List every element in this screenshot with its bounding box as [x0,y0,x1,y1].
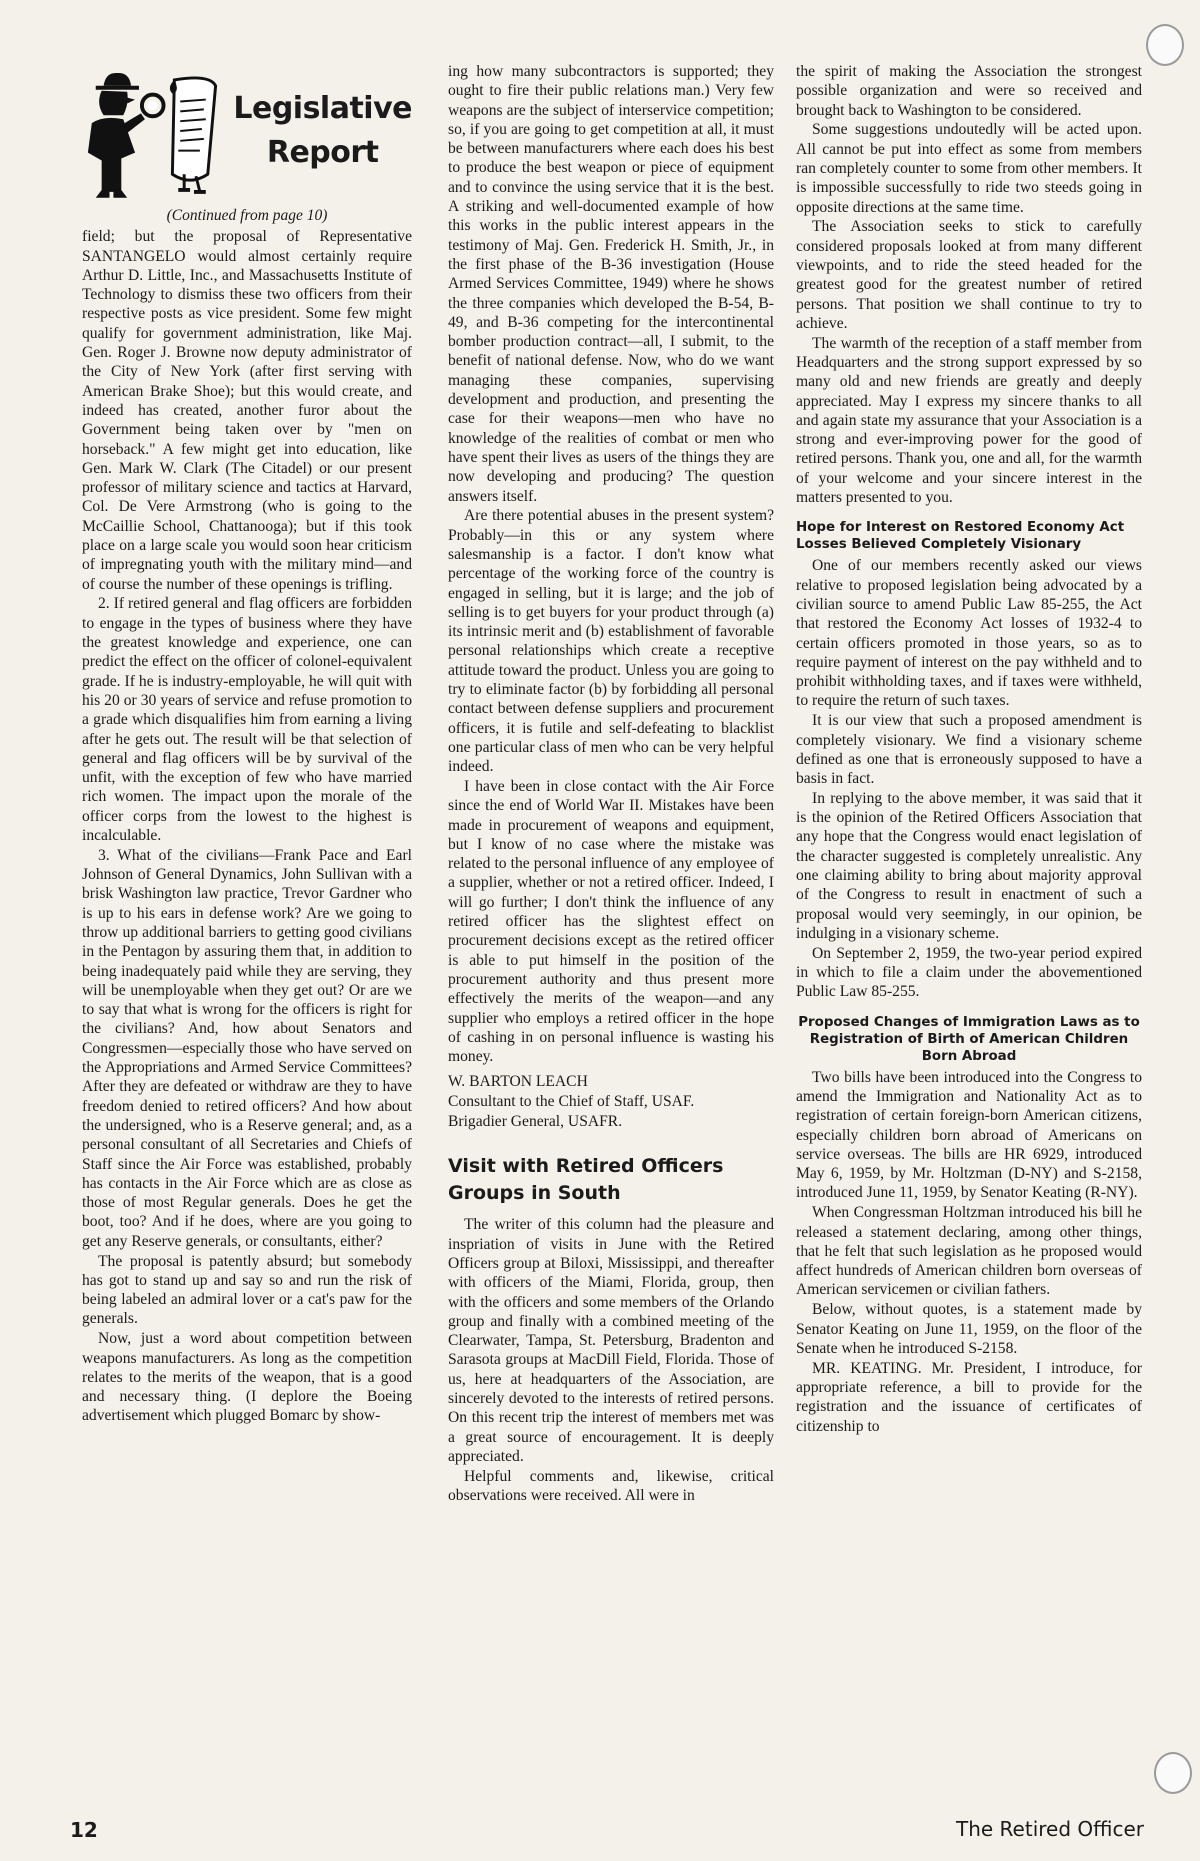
column-1 [82,62,412,1426]
paragraph: Helpful comments and, likewise, critical observations were received. All were in [448,1467,774,1504]
paragraph: ing how many subcontractors is supported; they ought to fire their public relations man.) Very few weapons are the subject of interservice competition; so, if you are going to get competition at all, it must be between manufacturers where each does his best to produce the best weapon or piece of equipment and to convince the using service that it is the best. A striking and well-documented example of how this works in the public interest appears in the testimony of Maj. Gen. Frederick H. Smith, Jr., in the first phase of the B-36 investigation (House Armed Services Committee, 1949) where he shows the three companies which developed the B-54, B-49, and B-36 competing for the intercontinental bomber production contract—all, I submit, to the benefit of national defense. Now, who do we want managing these companies, supervising development and production, and presenting the case for their weapons—men who have no knowledge of the realities of combat or men who have spent their lives as users of the things they are now developing and producing? The question answers itself. [448,63,774,505]
paragraph: The Association seeks to stick to carefully considered proposals looked at from many different viewpoints, and to ride the steed headed for the greatest good for the greatest number of retired persons. That position we shall continue to try to achieve. [796,218,1142,332]
binder-hole-top [1146,24,1184,66]
paragraph: 3. What of the civilians—Frank Pace and Earl Johnson of General Dynamics, John Sullivan with a brisk Washington law practice, Trevor Gardner who is up to his ears in defense work? Are we going to throw up additional barriers to getting good civilians in the Pentagon by assuring them that, in addition to being inadequately paid while they are serving, they will be unemployable when they get out? Or are we to say that what is wrong for the officers is right for the civilians? And, how about Senators and Congressmen—especially those who have served on the Appropriations and Armed Service Committees? After they are defeated or withdraw are they to have freedom denied to retired officers? And how about the undersigned, who is a Reserve general; and, as a personal consultant of all Secretaries and Chiefs of Staff since the Air Force was established, probably has contacts in the Air Force which are as close as those of most Regular generals. Does he get the boot, too? And if he does, where are you going to get any Reserve generals, or consultants, either? [82,846,412,1250]
paragraph: The proposal is patently absurd; but somebody has got to stand up and say so and run the risk of being labeled an admiral lover or a cat's paw for the generals. [82,1252,412,1328]
detective-with-magnifier-and-scroll-icon [82,63,229,199]
section-header [82,62,412,200]
paragraph: Now, just a word about competition between weapons manufacturers. As long as the competition relates to the merits of the weapon, that is a good and necessary thing. (I deplore the Boeing advertisement which plugged Bomarc by show- [82,1330,412,1425]
paragraph: 2. If retired general and flag officers are forbidden to engage in the types of business where they have the greatest knowledge and experience, one can predict the effect on the officer of colonel-equivalent grade. If he is industry-employable, he will quit with his 20 or 30 years of service and refuse promotion to a grade which disqualifies him from earning a living after he gets out. The result will be that selection of general and flag officers will be by survival of the unfit, with the exception of few who have married rich women. The impact upon the morale of the officer corps from the lowest to the highest is incalculable. [82,595,412,844]
paragraph: field; but the proposal of Representative SANTANGELO would almost certainly require Arthur D. Little, Inc., and Massachusetts Institute of Technology to dismiss these two officers from their respective posts as vice president. Some few might qualify for government administration, like Maj. Gen. Roger J. Browne now deputy administrator of the City of New York (after first serving with American Brake Shoe); but this would create, and indeed has created, another furor about the Government being taken over by "men on horseback." A few might get into education, like Gen. Mark W. Clark (The Citadel) or our present professor of military science and tactics at Harvard, Col. De Vere Armstrong (who is going to the McCaillie School, Chattanooga); but if this took place on a large scale you would soon hear criticism of impregnating youth with the military mind—and of course the number of these openings is trifling. [82,228,412,593]
paragraph: One of our members recently asked our views relative to proposed legislation being advocated by a civilian source to amend Public Law 85-255, the Act that restored the Economy Act losses of 1932-4 to certain officers promoted in those years, so as to require payment of interest on the pay withheld and to prohibit withholding taxes, and if taxes were withheld, to require the return of such taxes. [796,557,1142,710]
paragraph: MR. KEATING. Mr. President, I introduce, for appropriate reference, a bill to provide for the registration and the issuance of certificates of citizenship to [796,1359,1142,1435]
paragraph: Below, without quotes, is a statement made by Senator Keating on June 11, 1959, on the floor of the Senate when he introduced S-2158. [796,1301,1142,1357]
title-line-1: Legislative [233,91,412,126]
paragraph: The warmth of the reception of a staff member from Headquarters and the strong support expressed by so many old and new friends are greatly and deeply appreciated. May I express my sincere thanks to all and again state my assurance that your Association is a strong and ever-improving power for the good of retired persons. Thank you, one and all, for the warmth of your welcome and your sincere interest in the matters presented to you. [796,334,1142,507]
economy-heading: Hope for Interest on Restored Economy Act Losses Believed Completely Visionary [796,520,1125,553]
paragraph: Some suggestions undoutedly will be acted upon. All cannot be put into effect as some from members ran completely counter to some from other members. It is impossible successfully to ride two steeds going in opposite directions at the same time. [796,121,1142,216]
paragraph: In replying to the above member, it was said that it is the opinion of the Retired Officers Association that any hope that the Congress would enact legislation of the character suggested is completely unrealistic. Any one claiming ability to bring about majority approval of the Congress to result in enactment of such a proposal would very seemingly, in our opinion, be indulging in a visionary scheme. [796,789,1142,942]
magazine-name: The Retired Officer [956,1817,1144,1841]
signature-rank: Brigadier General, USAFR. [448,1113,623,1131]
signature-name: W. BARTON LEACH [448,1073,588,1091]
paragraph: I have been in close contact with the Air Force since the end of World War II. Mistakes have been made in procurement of weapons and equipment, but I know of no case where the mistake was related to the personal influence of any employee of a supplier, whether or not a retired officer. Indeed, I will go further; I don't think the influence of any retired officer has the slightest effect on procurement decisions except as the retired officer is able to put himself in the position of the procurement authority and thus present more effectively the merits of the weapon—and any supplier who employs a retired officer in the hope of cashing in on personal influence is wasting his money. [448,777,774,1066]
paragraph: Are there potential abuses in the present system? Probably—in this or any system where salesmanship is a factor. I don't know what percentage of the working force of the country is engaged in selling, but it is large; and the job of selling is to get buyers for your product through (a) its intrinsic merit and (b) establishment of favorable personal relationships which create a receptive attitude toward the product. Unless you are going to try to eliminate factor (b) by forbidding all personal contact between defense suppliers and procurement officers, it is futile and self-defeating to blacklist one particular class of men who can be very helpful indeed. [448,507,774,776]
paragraph: Two bills have been introduced into the Congress to amend the Immigration and Nationality Act as to registration of certain foreign-born American citizens, especially children born abroad of Americans on service overseas. The bills are HR 6929, introduced May 6, 1959, by Mr. Holtzman (D-NY) and S-2158, introduced June 11, 1959, by Senator Keating (R-NY). [796,1068,1142,1202]
page-number: 12 [70,1818,98,1842]
paragraph: It is our view that such a proposed amendment is completely visionary. We find a visionary scheme defined as one that is erroneously supposed to have a basis in fact. [796,712,1142,788]
paragraph: the spirit of making the Association the strongest possible organization and were so received and brought back to Washington to be considered. [796,63,1142,119]
visit-heading: Visit with Retired Officers Groups in South [448,1155,724,1205]
signature-title: Consultant to the Chief of Staff, USAF. [448,1093,695,1111]
signature-block [448,1072,774,1131]
immigration-heading: Proposed Changes of Immigration Laws as to Registration of Birth of American Children Born Abroad [798,1014,1140,1064]
continued-note: (Continued from page 10) [166,207,328,224]
paragraph: The writer of this column had the pleasure and inspriation of visits in June with the Retired Officers group at Biloxi, Mississippi, and thereafter with officers of the Miami, Florida, group, then with the officers and some members of the Orlando group and finally with a combined meeting of the Clearwater, Tampa, St. Petersburg, Bradenton and Sarasota groups at MacDill Field, Florida. Those of us, here at headquarters of the Association, are sincerely devoted to the interests of retired persons. On this recent trip the interest of members met was a great source of encouragement. It is deeply appreciated. [448,1216,774,1465]
paragraph: When Congressman Holtzman introduced his bill he released a statement declaring, among other things, that he felt that such legislation as he proposed would affect hundreds of American children born overseas of American servicemen or civilian fathers. [796,1204,1142,1299]
column-3 [796,62,1142,1436]
binder-hole-bottom [1154,1752,1192,1794]
column-2 [448,62,774,1506]
section-title [233,87,412,175]
paragraph: On September 2, 1959, the two-year period expired in which to file a claim under the abovementioned Public Law 85-255. [796,944,1142,1001]
title-line-2: Report [266,135,379,170]
